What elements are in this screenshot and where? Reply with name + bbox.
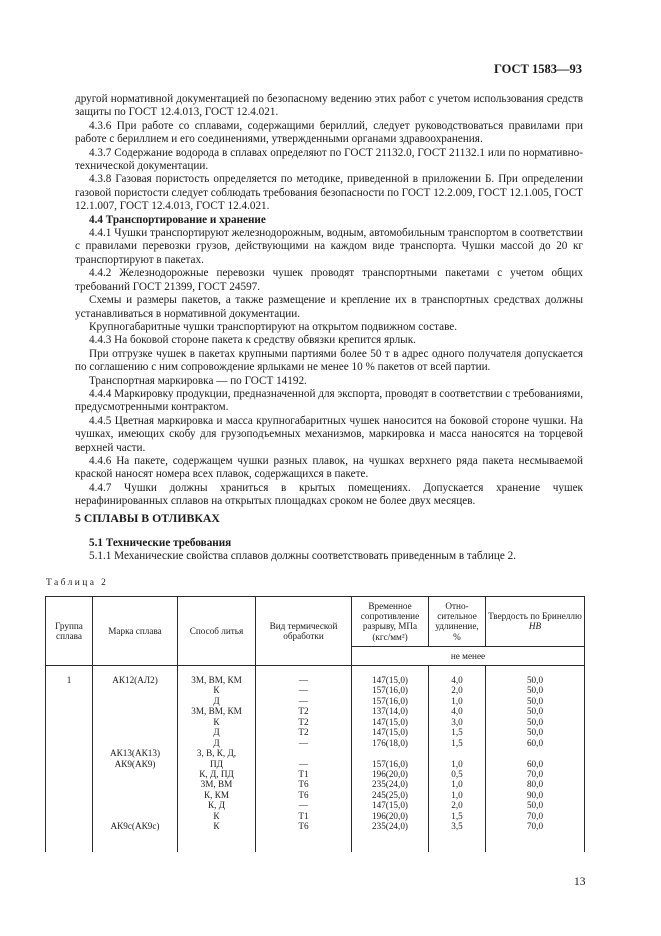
hardness-cell: 60,0 [526,758,544,769]
header-hardness [486,597,585,647]
grade-cell [95,790,175,800]
grade-cell [95,738,175,748]
grade-cell [95,727,175,737]
hardness-cell: 50,0 [526,706,544,717]
grade-cell [95,800,175,810]
hardness-cell: 50,0 [526,716,544,727]
heat-treatment-cell: Т2 [298,706,309,717]
heat-treatment-cell: — [298,675,309,685]
hardness-cell: 90,0 [526,789,544,800]
elongation-cell: 1,5 [451,727,463,738]
elongation-cell: 3,5 [451,821,463,832]
method-cell: Д [213,737,220,748]
elongation-column [429,666,486,853]
group-value: 1 [66,675,72,685]
method-column [178,666,256,853]
header-strength: Временное сопротивление разрыву, МПа (кгс/мм²) [352,597,429,647]
header-method: Способ литья [178,597,256,666]
body-text [75,93,583,509]
method-cell: К, КМ [203,789,230,800]
method-cell: ПД [210,758,223,769]
paragraph: Крупногабаритные чушки транспортируют на открытом подвижном составе. [89,320,458,333]
grade-cell [95,717,175,727]
hardness-cell: 50,0 [526,695,544,706]
strength-cell: 245(25,0) [372,789,408,800]
paragraph: 4.4.4 Маркировку продукции, предназначенной для экспорта, проводят в соответствии с требованиями, предусмотренными контрактом. [75,387,584,414]
heat-treatment-cell: — [298,758,309,769]
paragraph: 4.3.8 Газовая пористость определяется по методике, приведенной в приложении Б. При определении газовой пористости следует соблюдать требования безопасности по ГОСТ 12.2.009, ГОСТ 12.1.005, ГОСТ 12.1.007, ГОСТ 12.4.013, ГОСТ 12.4.021. [75,173,583,213]
table-label: Таблица 2 [46,578,109,588]
method-cell: К [213,810,220,821]
hardness-cell [488,748,582,758]
paragraph: 4.4.5 Цветная маркировка и масса крупногабаритных чушек наносится на боковой стороне чушки. На чушках, имеющих скобу для грузоподъемных механизмов, маркировка и масса наносятся на торцевой верхней части. [75,414,583,454]
method-cell: К [213,716,220,727]
method-cell: 3М, ВМ, КМ [191,675,242,685]
paragraph: Транспортная маркировка — по ГОСТ 14192. [89,374,307,387]
heat-treatment-cell: — [298,695,309,706]
paragraph: 4.3.7 Содержание водорода в сплавах определяют по ГОСТ 21132.0, ГОСТ 21132.1 или по нормативно-технической документации. [75,146,583,173]
elongation-cell: 1,0 [451,695,463,706]
paragraph: 4.4.7 Чушки должны храниться в крытых помещениях. Допускается хранение чушек нерафинированных сплавов на открытых площадках сроком не более двух месяцев. [75,481,583,508]
header-group: Группа сплава [46,597,93,666]
heat-treatment-cell: Т1 [298,768,309,779]
header-heat-treatment: Вид термической обработки [256,597,352,666]
strength-cell: 176(18,0) [372,737,408,748]
grade-cell [95,769,175,779]
paragraph: 5.1.1 Механические свойства сплавов должны соответствовать приведенным в таблице 2. [89,550,517,563]
heat-treatment-cell: — [298,737,309,748]
hardness-cell: 80,0 [526,779,544,790]
header-min-note: не менее [352,646,585,665]
method-cell: Д [213,695,220,706]
subsection-heading: 5.1 Технические требования [89,537,232,549]
heat-treatment-cell: Т1 [298,810,309,821]
hardness-cell: 70,0 [526,821,544,832]
strength-cell: 157(16,0) [372,695,408,706]
heat-treatment-cell: Т6 [298,779,309,790]
hardness-unit: НВ [528,621,542,632]
method-cell: 3М, ВМ, КМ [191,706,242,717]
strength-cell: 147(15,0) [372,716,408,727]
elongation-cell: 4,0 [451,706,463,717]
properties-table [45,596,585,852]
paragraph: 4.3.6 При работе со сплавами, содержащими бериллий, следует руководствоваться правилами при работе с бериллием и его соединениями, утвержденными органами здравоохранения. [75,119,583,146]
heat-treatment-cell: Т6 [298,789,309,800]
strength-cell: 147(15,0) [372,727,408,738]
grade-cell [95,832,175,842]
grade-cell: АК13(АК13) [109,748,161,759]
hardness-cell: 50,0 [526,727,544,738]
strength-cell: 157(16,0) [372,685,408,696]
elongation-cell: 2,0 [451,685,463,696]
header-grade: Марка сплава [93,597,178,666]
heat-treatment-cell: Т2 [298,727,309,738]
elongation-cell: 1,0 [451,758,463,769]
header-elongation: Отно- сительное удлинение, % [429,597,486,647]
elongation-cell: 0,5 [451,768,463,779]
strength-column [352,666,429,853]
strength-cell: 157(16,0) [372,758,408,769]
grade-cell [95,811,175,821]
subsection-heading: 4.4 Транспортирование и хранение [89,213,266,226]
paragraph: 4.4.3 На боковой стороне пакета к средству обвязки крепится ярлык. [89,334,416,347]
strength-cell: 147(15,0) [372,800,408,811]
grade-cell [95,685,175,695]
strength-cell: 196(20,0) [372,768,408,779]
elongation-cell: 3,0 [451,716,463,727]
strength-cell [354,748,426,758]
grade-cell [95,696,175,706]
hardness-cell: 70,0 [526,768,544,779]
document-code: ГОСТ 1583—93 [493,62,582,76]
hardness-cell: 50,0 [526,800,544,811]
hardness-label: Твердость по Бринеллю [488,610,582,621]
paragraph: Схемы и размеры пакетов, а также размещение и крепление их в транспортных средствах должны устанавливаться в нормативной документации. [75,294,583,320]
paragraph: При отгрузке чушек в пакетах крупными партиями более 50 т в адрес одного получателя допускается по соглашению с ним сопровождение ярлыками не менее 10 % пакетов от всей партии. [75,347,583,374]
strength-cell: 196(20,0) [372,810,408,821]
group-cell [46,666,93,853]
elongation-cell: 1,5 [451,810,463,821]
paragraph: 4.4.2 Железнодорожные перевозки чушек проводят транспортными пакетами с учетом общих требований ГОСТ 21399, ГОСТ 24597. [75,267,583,293]
grade-cell [95,779,175,789]
section-title: 5 СПЛАВЫ В ОТЛИВКАХ [75,511,220,525]
heat-treatment-cell: Т2 [298,716,309,727]
page-number: 13 [574,876,586,888]
elongation-cell: 1,0 [451,789,463,800]
method-cell: К, Д [208,800,225,811]
heat-treatment-cell: — [298,685,309,696]
elongation-cell [431,748,483,758]
paragraph: 4.4.6 На пакете, содержащем чушки разных плавок, на чушках верхнего ряда пакета несмываемой краской наносят номера всех плавок, содержащихся в пакете. [75,454,583,481]
elongation-cell: 4,0 [451,675,463,685]
section-intro [75,537,583,564]
method-cell: Д [213,727,220,738]
hardness-column [486,666,585,853]
elongation-cell: 1,0 [451,779,463,790]
grade-column [93,666,178,853]
grade-cell: АК12(АЛ2) [112,675,158,685]
grade-cell [95,706,175,716]
method-cell: К, Д, ПД [199,768,234,779]
heat-treatment-cell: Т6 [298,821,309,832]
elongation-cell: 2,0 [451,800,463,811]
paragraph: другой нормативной документацией по безопасному ведению этих работ с учетом использования средств защиты по ГОСТ 12.4.013, ГОСТ 12.4.021. [75,93,583,119]
hardness-cell: 60,0 [526,737,544,748]
paragraph: 4.4.1 Чушки транспортируют железнодорожным, водным, автомобильным транспортом в соответствии с правилами перевозки грузов, действующими на каждом виде транспорта. Чушки массой до 20 кг транспортируют в пакетах. [75,227,583,266]
hardness-cell: 50,0 [526,685,544,696]
method-cell: К [213,821,220,832]
grade-cell [95,842,175,852]
method-cell: К [213,685,220,696]
grade-cell: АК9(АК9) [114,758,156,769]
grade-cell: АК9с(АК9с) [110,821,160,832]
strength-cell: 235(24,0) [372,779,408,790]
heat-treatment-column [256,666,352,853]
heat-treatment-cell: — [298,800,309,811]
method-cell: 3М, ВМ [200,779,233,790]
heat-treatment-cell [258,748,349,758]
elongation-cell: 1,5 [451,737,463,748]
strength-cell: 235(24,0) [372,821,408,832]
strength-cell: 137(14,0) [372,706,408,717]
hardness-cell: 50,0 [526,675,544,685]
strength-cell: 147(15,0) [372,675,408,685]
hardness-cell: 70,0 [526,810,544,821]
method-cell: 3, В, К, Д, [196,748,237,759]
